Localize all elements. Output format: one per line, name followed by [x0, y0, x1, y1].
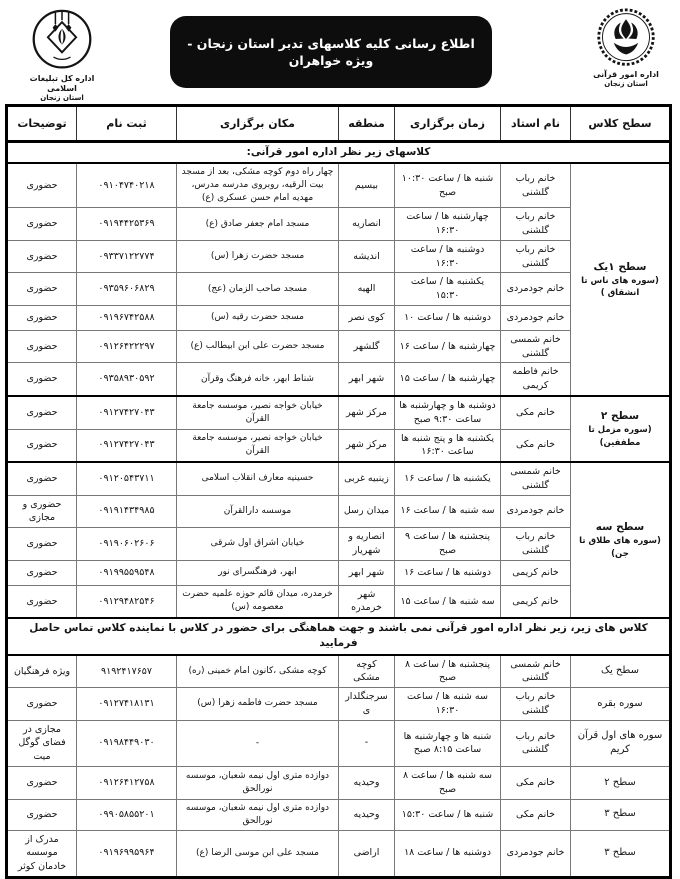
section-title-body	[7, 618, 671, 654]
time-cell: یکشنبه ها / ساعت ۱۵:۳۰	[395, 273, 501, 306]
note-cell: ویژه فرهنگیان	[7, 655, 77, 688]
teacher-cell: خانم رباب گلشنی	[501, 720, 571, 766]
teacher-cell: خانم جودمردی	[501, 830, 571, 877]
phone-cell: ۰۹۹۰۵۸۵۵۲۰۱	[77, 799, 177, 830]
note-cell: حضوری	[7, 462, 77, 495]
district-cell: شهر ابهر	[339, 560, 395, 585]
district-cell: الهیه	[339, 273, 395, 306]
time-cell: یکشنبه ها و پنج شنبه ها ساعت ۱۶:۳۰	[395, 429, 501, 462]
teacher-cell: خانم رباب گلشنی	[501, 208, 571, 241]
table-row	[7, 720, 671, 766]
district-cell: اراضی	[339, 830, 395, 877]
teacher-cell: خانم کریمی	[501, 560, 571, 585]
location-cell: موسسه دارالقرآن	[177, 495, 339, 528]
location-cell: خرمدره، میدان قائم حوزه علمیه حضرت معصومه (س)	[177, 585, 339, 618]
time-cell: چهارشنبه ها / ساعت ۱۶:۳۰	[395, 208, 501, 241]
teacher-cell: خانم رباب گلشنی	[501, 240, 571, 273]
teacher-cell: خانم شمسی گلشنی	[501, 655, 571, 688]
district-cell: میدان رسل	[339, 495, 395, 528]
teacher-cell: خانم رباب گلشنی	[501, 163, 571, 208]
table-row	[7, 396, 671, 429]
location-cell: شناط ابهر، خانه فرهنگ وقرآن	[177, 363, 339, 396]
phone-cell: ۰۹۱۲۷۴۱۸۱۳۱	[77, 688, 177, 721]
islamic-propagation-caption: اداره کل تبلیغات اسلامی	[29, 74, 95, 93]
table-row	[7, 462, 671, 495]
table-row	[7, 688, 671, 721]
time-cell: سه شنبه ها / ساعت ۱۶	[395, 495, 501, 528]
note-cell: حضوری	[7, 240, 77, 273]
level-cell: سوره بقره	[571, 688, 671, 721]
note-cell: حضوری	[7, 363, 77, 396]
level-group	[7, 655, 671, 878]
district-cell: وحیدیه	[339, 799, 395, 830]
note-cell: حضوری	[7, 163, 77, 208]
location-cell: -	[177, 720, 339, 766]
header-col-district: منطقه	[339, 106, 395, 142]
phone-cell: ۰۹۱۹۶۷۴۲۵۸۸	[77, 305, 177, 330]
teacher-cell: خانم جودمردی	[501, 305, 571, 330]
note-cell: حضوری	[7, 799, 77, 830]
phone-cell: ۰۹۱۲۹۴۸۲۵۴۶	[77, 585, 177, 618]
note-cell: حضوری	[7, 767, 77, 800]
table-row	[7, 767, 671, 800]
level-cell: سوره های اول قرآن کریم	[571, 720, 671, 766]
district-cell: زینبیه غربی	[339, 462, 395, 495]
teacher-cell: خانم شمسی گلشنی	[501, 330, 571, 363]
quran-affairs-caption: اداره امور قرآنی	[593, 70, 659, 79]
location-cell: کوچه مشکی ،کانون امام خمینی (ره)	[177, 655, 339, 688]
phone-cell: ۰۹۳۵۹۶۰۶۸۲۹	[77, 273, 177, 306]
level-name: سطح ۱یک	[593, 260, 647, 273]
islamic-propagation-emblem-icon	[27, 8, 97, 74]
district-cell: مرکز شهر	[339, 429, 395, 462]
level-name: سطح ۲	[600, 410, 640, 423]
quran-affairs-logo	[578, 8, 674, 88]
district-cell: مرکز شهر	[339, 396, 395, 429]
location-cell: مسجد حضرت رقیه (س)	[177, 305, 339, 330]
header-col-level: سطح کلاس	[571, 106, 671, 142]
district-cell: انصاریه و شهریار	[339, 528, 395, 561]
location-cell: مسجد حضرت علی ابن ابیطالب (ع)	[177, 330, 339, 363]
location-cell: خیابان اشراق اول شرقی	[177, 528, 339, 561]
page-header	[0, 0, 680, 104]
time-cell: چهارشنبه ها / ساعت ۱۶	[395, 330, 501, 363]
note-cell: حضوری و مجازی	[7, 495, 77, 528]
district-cell: بیسیم	[339, 163, 395, 208]
district-cell: گلشهر	[339, 330, 395, 363]
note-cell: حضوری	[7, 208, 77, 241]
time-cell: دوشنبه ها / ساعت ۱۰	[395, 305, 501, 330]
location-cell: دوازده متری اول نیمه شعبان، موسسه نورالحق	[177, 799, 339, 830]
level-range: (سوره های طلاق تا جن)	[579, 536, 661, 559]
district-cell: شهر ابهر	[339, 363, 395, 396]
district-cell: انصاریه	[339, 208, 395, 241]
table-head	[7, 106, 671, 142]
location-cell: دوازده متری اول نیمه شعبان، موسسه نورالحق	[177, 767, 339, 800]
teacher-cell: خانم مکی	[501, 396, 571, 429]
level-cell	[571, 163, 671, 396]
note-cell: حضوری	[7, 396, 77, 429]
time-cell: دوشنبه ها / ساعت ۱۶:۳۰	[395, 240, 501, 273]
note-cell: حضوری	[7, 330, 77, 363]
location-cell: مسجد حضرت زهرا (س)	[177, 240, 339, 273]
header-col-time: زمان برگزاری	[395, 106, 501, 142]
district-cell: سرجنگلداری	[339, 688, 395, 721]
section-title: کلاسهای زیر نظر اداره امور قرآنی:	[7, 142, 671, 164]
level-cell: سطح یک	[571, 655, 671, 688]
time-cell: شنبه ها / ساعت ۱۵:۳۰	[395, 799, 501, 830]
section-title-row	[7, 618, 671, 654]
islamic-propagation-province: استان زنجان	[40, 94, 84, 102]
note-cell: حضوری	[7, 528, 77, 561]
table-row	[7, 655, 671, 688]
phone-cell: ۰۹۳۵۸۹۳۰۵۹۲	[77, 363, 177, 396]
teacher-cell: خانم رباب گلشنی	[501, 688, 571, 721]
header-col-teacher: نام استاد	[501, 106, 571, 142]
location-cell: مسجد صاحب الزمان (عج)	[177, 273, 339, 306]
note-cell: حضوری	[7, 560, 77, 585]
time-cell: پنجشنبه ها / ساعت ۹ صبح	[395, 528, 501, 561]
phone-cell: ۰۹۱۲۷۴۲۷۰۴۳	[77, 429, 177, 462]
phone-cell: ۰۹۳۳۷۱۲۲۷۷۴	[77, 240, 177, 273]
district-cell: اندیشه	[339, 240, 395, 273]
time-cell: سه شنبه ها / ساعت ۱۶:۳۰	[395, 688, 501, 721]
note-cell: حضوری	[7, 305, 77, 330]
time-cell: یکشنبه ها / ساعت ۱۶	[395, 462, 501, 495]
note-cell: مدرک از موسسه خادمان کوثر	[7, 830, 77, 877]
table-header-row	[7, 106, 671, 142]
note-cell: مجازی در فضای گوگل میت	[7, 720, 77, 766]
location-cell: مسجد امام جعفر صادق (ع)	[177, 208, 339, 241]
islamic-propagation-logo	[14, 8, 110, 102]
phone-cell: ۰۹۱۰۴۷۴۰۲۱۸	[77, 163, 177, 208]
phone-cell: ۰۹۱۹۹۵۵۹۵۴۸	[77, 560, 177, 585]
header-col-registration: ثبت نام	[77, 106, 177, 142]
level-cell: سطح ۳	[571, 799, 671, 830]
phone-cell: ۰۹۱۹۱۴۳۴۹۸۵	[77, 495, 177, 528]
time-cell: دوشنبه ها و چهارشنبه ها ساعت ۹:۳۰ صبح	[395, 396, 501, 429]
time-cell: سه شنبه ها / ساعت ۸ صبح	[395, 767, 501, 800]
time-cell: شنبه ها / ساعت ۱۰:۳۰ صبح	[395, 163, 501, 208]
table-row	[7, 830, 671, 877]
district-cell: کوچه مشکی	[339, 655, 395, 688]
teacher-cell: خانم جودمردی	[501, 495, 571, 528]
level-name: سطح سه	[595, 521, 645, 534]
location-cell: مسجد حضرت فاطمه زهرا (س)	[177, 688, 339, 721]
teacher-cell: خانم مکی	[501, 767, 571, 800]
poster-title: اطلاع رسانی کلیه کلاسهای تدبر استان زنجان - ویژه خواهران	[187, 35, 475, 68]
table-row	[7, 163, 671, 208]
phone-cell: ۰۹۱۲۶۴۱۲۷۵۸	[77, 767, 177, 800]
level-group	[7, 462, 671, 618]
level-group	[7, 396, 671, 462]
teacher-cell: خانم فاطمه کریمی	[501, 363, 571, 396]
header-col-location: مکان برگزاری	[177, 106, 339, 142]
note-cell: حضوری	[7, 688, 77, 721]
note-cell: حضوری	[7, 273, 77, 306]
phone-cell: ۹۱۹۲۴۱۷۶۵۷	[77, 655, 177, 688]
district-cell: -	[339, 720, 395, 766]
phone-cell: ۰۹۱۲۶۴۲۲۲۹۷	[77, 330, 177, 363]
teacher-cell: خانم رباب گلشنی	[501, 528, 571, 561]
level-group	[7, 163, 671, 396]
time-cell: پنجشنبه ها / ساعت ۸ صبح	[395, 655, 501, 688]
time-cell: دوشنبه ها / ساعت ۱۸	[395, 830, 501, 877]
header-col-notes: توضیحات	[7, 106, 77, 142]
phone-cell: ۰۹۱۲۰۵۴۳۷۱۱	[77, 462, 177, 495]
time-cell: سه شنبه ها / ساعت ۱۵	[395, 585, 501, 618]
section-title: کلاس های زیر، زیر نظر اداره امور قرآنی نمی باشند و جهت هماهنگی برای حضور در کلاس با نماینده کلاس تماس حاصل فرمایید	[7, 618, 671, 654]
teacher-cell: خانم جودمردی	[501, 273, 571, 306]
quran-affairs-province: استان زنجان	[604, 80, 648, 88]
level-range: (سوره مزمل تا مطففین)	[588, 425, 652, 448]
time-cell: دوشنبه ها / ساعت ۱۶	[395, 560, 501, 585]
time-cell: شنبه ها و چهارشنبه ها ساعت ۸:۱۵ صبح	[395, 720, 501, 766]
quran-affairs-emblem-icon	[593, 8, 659, 70]
note-cell: حضوری	[7, 429, 77, 462]
location-cell: خیابان خواجه نصیر، موسسه جامعة القرآن	[177, 429, 339, 462]
district-cell: کوی نصر	[339, 305, 395, 330]
level-cell	[571, 462, 671, 618]
table-row	[7, 799, 671, 830]
section-title-body	[7, 142, 671, 164]
location-cell: ابهر، فرهنگسرای نور	[177, 560, 339, 585]
phone-cell: ۰۹۱۹۸۴۴۹۰۳۰	[77, 720, 177, 766]
time-cell: چهارشنبه ها / ساعت ۱۵	[395, 363, 501, 396]
location-cell: چهار راه دوم کوچه مشکی، بعد از مسجد بیت الرقیه، روبروی مدرسه مدرس، مهدیه امام حسن عسکری (ع)	[177, 163, 339, 208]
teacher-cell: خانم مکی	[501, 799, 571, 830]
level-cell: سطح ۲	[571, 767, 671, 800]
teacher-cell: خانم کریمی	[501, 585, 571, 618]
poster-title-box	[170, 16, 492, 88]
location-cell: خیابان خواجه نصیر، موسسه جامعة القرآن	[177, 396, 339, 429]
level-cell	[571, 396, 671, 462]
district-cell: شهر خرمدره	[339, 585, 395, 618]
phone-cell: ۰۹۱۹۴۴۲۵۳۶۹	[77, 208, 177, 241]
class-table	[5, 104, 672, 879]
phone-cell: ۰۹۱۹۰۶۰۲۶۰۶	[77, 528, 177, 561]
teacher-cell: خانم مکی	[501, 429, 571, 462]
phone-cell: ۰۹۱۲۷۴۲۷۰۴۳	[77, 396, 177, 429]
section-title-row	[7, 142, 671, 164]
phone-cell: ۰۹۱۹۶۹۹۵۹۶۴	[77, 830, 177, 877]
teacher-cell: خانم شمسی گلشنی	[501, 462, 571, 495]
location-cell: مسجد علی ابن موسی الرضا (ع)	[177, 830, 339, 877]
district-cell: وحیدیه	[339, 767, 395, 800]
note-cell: حضوری	[7, 585, 77, 618]
level-range: (سوره های ناس تا انشقاق )	[581, 275, 659, 299]
level-cell: سطح ۳	[571, 830, 671, 877]
location-cell: حسینیه معارف انقلاب اسلامی	[177, 462, 339, 495]
